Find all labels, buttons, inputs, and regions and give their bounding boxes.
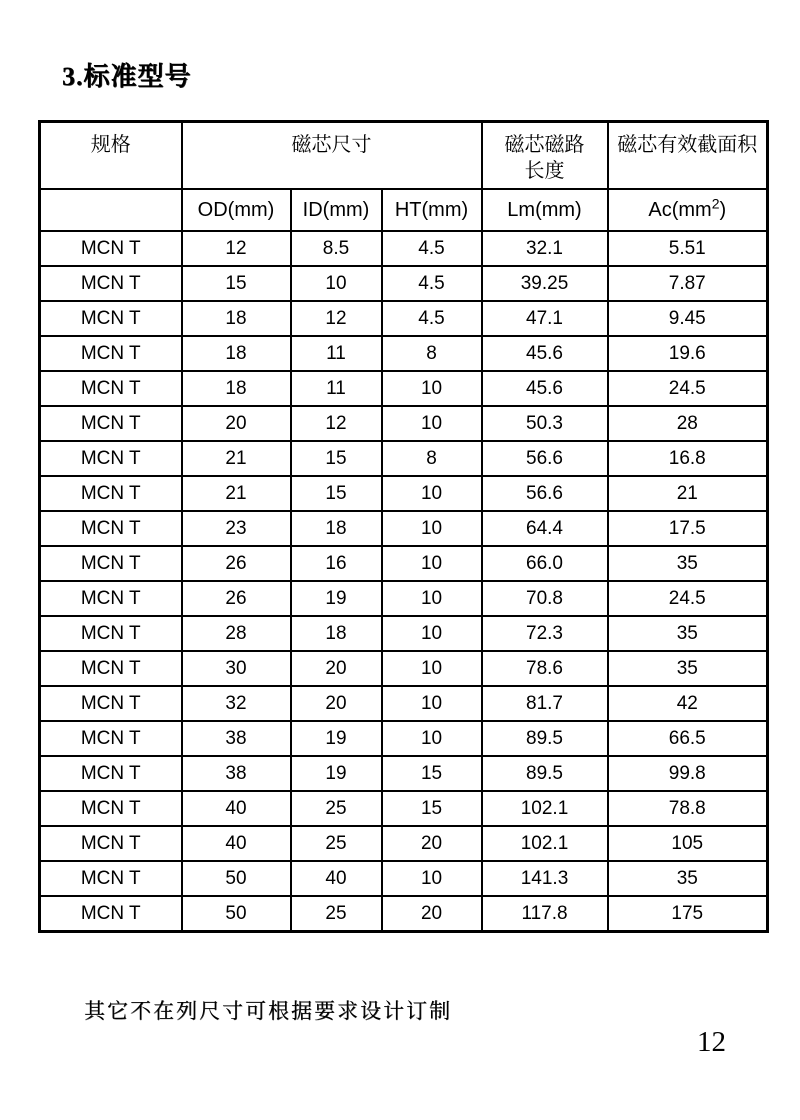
cell-od: 26 (182, 581, 291, 616)
cell-ac: 21 (608, 476, 768, 511)
header-magnetic-path-length: 磁芯磁路长度 (482, 122, 608, 190)
header-ac-superscript: 2 (711, 194, 720, 211)
header-core-dimensions: 磁芯尺寸 (182, 122, 482, 190)
cell-ht: 15 (382, 756, 482, 791)
cell-od: 50 (182, 861, 291, 896)
footnote-text: 其它不在列尺寸可根据要求设计订制 (84, 999, 452, 1023)
cell-ht: 10 (382, 686, 482, 721)
table-row (40, 616, 768, 651)
table-row (40, 476, 768, 511)
header-od: OD(mm) (182, 189, 291, 231)
cell-ac: 105 (608, 826, 768, 861)
table-row (40, 651, 768, 686)
header-ht: HT(mm) (382, 189, 482, 231)
cell-ht: 10 (382, 651, 482, 686)
cell-id: 16 (291, 546, 382, 581)
cell-id: 19 (291, 721, 382, 756)
cell-ht: 10 (382, 861, 482, 896)
cell-id: 15 (291, 441, 382, 476)
cell-od: 12 (182, 231, 291, 266)
cell-od: 21 (182, 441, 291, 476)
header-spec: 规格 (40, 122, 182, 190)
cell-lm: 47.1 (482, 301, 608, 336)
cell-lm: 70.8 (482, 581, 608, 616)
cell-lm: 32.1 (482, 231, 608, 266)
cell-lm: 117.8 (482, 896, 608, 932)
cell-ac: 24.5 (608, 581, 768, 616)
table-row (40, 371, 768, 406)
cell-lm: 81.7 (482, 686, 608, 721)
cell-spec: MCN T (40, 756, 182, 791)
header-ac-prefix: Ac(mm (648, 198, 712, 221)
table-header-row-groups (40, 122, 768, 190)
cell-id: 18 (291, 511, 382, 546)
cell-od: 40 (182, 826, 291, 861)
cell-lm: 89.5 (482, 756, 608, 791)
header-lm: Lm(mm) (482, 189, 608, 231)
cell-od: 50 (182, 896, 291, 932)
header-ac-suffix: ) (719, 198, 727, 221)
cell-spec: MCN T (40, 266, 182, 301)
table-row (40, 441, 768, 476)
cell-id: 12 (291, 406, 382, 441)
cell-id: 8.5 (291, 231, 382, 266)
cell-ht: 10 (382, 721, 482, 756)
cell-ac: 28 (608, 406, 768, 441)
cell-spec: MCN T (40, 336, 182, 371)
cell-spec: MCN T (40, 546, 182, 581)
cell-od: 20 (182, 406, 291, 441)
table-row (40, 861, 768, 896)
table-row (40, 686, 768, 721)
cell-od: 40 (182, 791, 291, 826)
cell-spec: MCN T (40, 231, 182, 266)
cell-lm: 89.5 (482, 721, 608, 756)
cell-spec: MCN T (40, 686, 182, 721)
cell-id: 11 (291, 371, 382, 406)
cell-od: 26 (182, 546, 291, 581)
cell-ac: 99.8 (608, 756, 768, 791)
cell-ht: 20 (382, 896, 482, 932)
cell-ac: 35 (608, 616, 768, 651)
table-row (40, 266, 768, 301)
cell-spec: MCN T (40, 616, 182, 651)
cell-ht: 8 (382, 441, 482, 476)
cell-lm: 66.0 (482, 546, 608, 581)
cell-ht: 10 (382, 406, 482, 441)
cell-spec: MCN T (40, 406, 182, 441)
cell-od: 32 (182, 686, 291, 721)
cell-lm: 141.3 (482, 861, 608, 896)
cell-ac: 9.45 (608, 301, 768, 336)
cell-id: 25 (291, 791, 382, 826)
table-header-row-units (40, 189, 768, 231)
cell-lm: 56.6 (482, 441, 608, 476)
cell-lm: 45.6 (482, 371, 608, 406)
cell-id: 19 (291, 756, 382, 791)
cell-ac: 35 (608, 546, 768, 581)
cell-lm: 102.1 (482, 791, 608, 826)
cell-ht: 10 (382, 371, 482, 406)
cell-id: 18 (291, 616, 382, 651)
cell-lm: 56.6 (482, 476, 608, 511)
table-row (40, 336, 768, 371)
cell-ac: 19.6 (608, 336, 768, 371)
cell-od: 38 (182, 756, 291, 791)
cell-spec: MCN T (40, 476, 182, 511)
cell-od: 30 (182, 651, 291, 686)
cell-ac: 35 (608, 861, 768, 896)
cell-lm: 50.3 (482, 406, 608, 441)
table-row (40, 301, 768, 336)
cell-ht: 8 (382, 336, 482, 371)
header-id: ID(mm) (291, 189, 382, 231)
cell-spec: MCN T (40, 826, 182, 861)
cell-lm: 64.4 (482, 511, 608, 546)
table-row (40, 231, 768, 266)
table-row (40, 546, 768, 581)
cell-spec: MCN T (40, 896, 182, 932)
cell-od: 18 (182, 336, 291, 371)
table-body (40, 231, 768, 932)
cell-ht: 10 (382, 616, 482, 651)
header-effective-cross-section: 磁芯有效截面积 (608, 122, 768, 190)
cell-spec: MCN T (40, 581, 182, 616)
cell-ac: 5.51 (608, 231, 768, 266)
table-row (40, 581, 768, 616)
cell-lm: 45.6 (482, 336, 608, 371)
cell-ac: 17.5 (608, 511, 768, 546)
cell-od: 23 (182, 511, 291, 546)
cell-id: 11 (291, 336, 382, 371)
cell-od: 15 (182, 266, 291, 301)
header-ac (608, 189, 768, 231)
cell-spec: MCN T (40, 441, 182, 476)
cell-ac: 175 (608, 896, 768, 932)
cell-ht: 10 (382, 511, 482, 546)
cell-od: 18 (182, 371, 291, 406)
cell-ht: 4.5 (382, 266, 482, 301)
cell-lm: 39.25 (482, 266, 608, 301)
cell-ht: 20 (382, 826, 482, 861)
cell-id: 20 (291, 686, 382, 721)
table-row (40, 791, 768, 826)
cell-od: 21 (182, 476, 291, 511)
table-row (40, 826, 768, 861)
cell-id: 25 (291, 826, 382, 861)
cell-spec: MCN T (40, 301, 182, 336)
cell-ac: 35 (608, 651, 768, 686)
cell-id: 40 (291, 861, 382, 896)
table-header (40, 122, 768, 232)
table-row (40, 896, 768, 932)
cell-id: 25 (291, 896, 382, 932)
cell-id: 19 (291, 581, 382, 616)
cell-ac: 7.87 (608, 266, 768, 301)
table-row (40, 756, 768, 791)
table-row (40, 511, 768, 546)
cell-id: 12 (291, 301, 382, 336)
cell-ac: 24.5 (608, 371, 768, 406)
cell-lm: 78.6 (482, 651, 608, 686)
standard-models-table (38, 120, 769, 933)
cell-spec: MCN T (40, 511, 182, 546)
cell-ac: 66.5 (608, 721, 768, 756)
cell-ht: 4.5 (382, 301, 482, 336)
cell-lm: 102.1 (482, 826, 608, 861)
cell-spec: MCN T (40, 721, 182, 756)
cell-od: 38 (182, 721, 291, 756)
cell-ac: 16.8 (608, 441, 768, 476)
cell-id: 10 (291, 266, 382, 301)
section-title: 3.标准型号 (62, 62, 192, 91)
cell-lm: 72.3 (482, 616, 608, 651)
cell-id: 15 (291, 476, 382, 511)
cell-od: 28 (182, 616, 291, 651)
cell-id: 20 (291, 651, 382, 686)
cell-ac: 78.8 (608, 791, 768, 826)
cell-ht: 10 (382, 546, 482, 581)
cell-ac: 42 (608, 686, 768, 721)
cell-od: 18 (182, 301, 291, 336)
cell-spec: MCN T (40, 651, 182, 686)
page-number: 12 (697, 1026, 726, 1058)
cell-spec: MCN T (40, 371, 182, 406)
cell-spec: MCN T (40, 861, 182, 896)
cell-ht: 10 (382, 476, 482, 511)
cell-ht: 4.5 (382, 231, 482, 266)
table-row (40, 406, 768, 441)
cell-spec: MCN T (40, 791, 182, 826)
cell-ht: 10 (382, 581, 482, 616)
header-spec-empty (40, 189, 182, 231)
cell-ht: 15 (382, 791, 482, 826)
table-row (40, 721, 768, 756)
